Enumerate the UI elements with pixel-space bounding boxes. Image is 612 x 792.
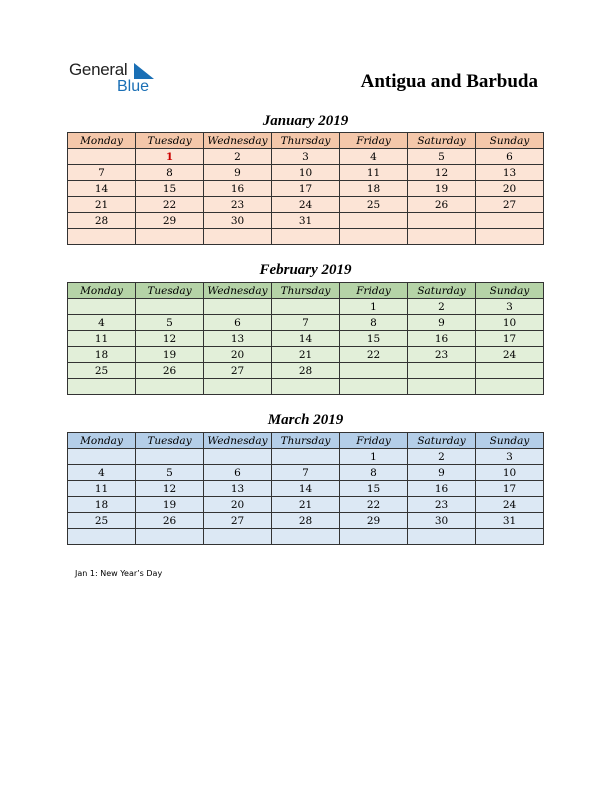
day-cell: 22 (340, 497, 408, 513)
logo-flag-icon (134, 63, 154, 79)
day-cell (476, 213, 544, 229)
day-cell: 6 (204, 465, 272, 481)
day-cell: 6 (476, 149, 544, 165)
day-cell (68, 299, 136, 315)
day-cell: 2 (408, 299, 476, 315)
day-cell (340, 379, 408, 395)
day-cell: 17 (476, 481, 544, 497)
day-cell: 7 (68, 165, 136, 181)
day-cell: 9 (204, 165, 272, 181)
week-row (68, 465, 544, 481)
day-cell (204, 379, 272, 395)
day-cell: 28 (272, 363, 340, 379)
day-cell (204, 229, 272, 245)
weekday-sunday: Sunday (476, 433, 544, 449)
day-cell: 18 (68, 347, 136, 363)
day-cell: 28 (272, 513, 340, 529)
calendar-march (67, 432, 544, 545)
day-cell: 13 (476, 165, 544, 181)
day-cell: 7 (272, 465, 340, 481)
month-title-february: February 2019 (259, 262, 352, 278)
day-cell: 23 (204, 197, 272, 213)
day-cell: 18 (68, 497, 136, 513)
day-cell (68, 229, 136, 245)
day-cell (340, 529, 408, 545)
day-cell: 3 (272, 149, 340, 165)
logo-text-general: General (69, 60, 128, 79)
day-cell: 24 (476, 347, 544, 363)
weekday-saturday: Saturday (408, 433, 476, 449)
weekday-sunday: Sunday (476, 133, 544, 149)
day-cell: 16 (408, 331, 476, 347)
day-cell: 4 (68, 465, 136, 481)
day-cell: 18 (340, 181, 408, 197)
day-cell (408, 229, 476, 245)
day-cell: 27 (476, 197, 544, 213)
day-cell: 5 (136, 315, 204, 331)
day-cell (340, 229, 408, 245)
week-row (68, 299, 544, 315)
day-cell: 31 (272, 213, 340, 229)
day-cell (68, 449, 136, 465)
week-row (68, 165, 544, 181)
day-cell: 21 (68, 197, 136, 213)
month-title-march: March 2019 (267, 412, 344, 428)
day-cell: 2 (204, 149, 272, 165)
week-row (68, 379, 544, 395)
day-cell (272, 229, 340, 245)
weekday-thursday: Thursday (272, 433, 340, 449)
day-cell (340, 213, 408, 229)
weekday-monday: Monday (68, 133, 136, 149)
week-row (68, 363, 544, 379)
day-cell: 14 (68, 181, 136, 197)
day-cell (68, 379, 136, 395)
week-row (68, 497, 544, 513)
day-cell (272, 379, 340, 395)
holiday-notes: Jan 1: New Year’s Day (75, 569, 163, 578)
weekday-saturday: Saturday (408, 283, 476, 299)
day-cell: 19 (136, 347, 204, 363)
day-cell: 15 (340, 481, 408, 497)
country-title: Antigua and Barbuda (360, 71, 538, 92)
day-cell: 11 (340, 165, 408, 181)
day-cell: 20 (476, 181, 544, 197)
week-row (68, 513, 544, 529)
day-cell (68, 529, 136, 545)
day-cell (136, 299, 204, 315)
weekday-header-row (68, 283, 544, 299)
weekday-wednesday: Wednesday (204, 283, 272, 299)
day-cell (204, 449, 272, 465)
weekday-thursday: Thursday (272, 283, 340, 299)
day-cell: 22 (340, 347, 408, 363)
day-cell: 26 (408, 197, 476, 213)
day-cell: 24 (272, 197, 340, 213)
day-cell: 14 (272, 481, 340, 497)
week-row (68, 347, 544, 363)
day-cell: 17 (272, 181, 340, 197)
day-cell (272, 529, 340, 545)
day-cell: 29 (340, 513, 408, 529)
month-title-january: January 2019 (262, 113, 349, 129)
day-cell: 10 (272, 165, 340, 181)
day-cell (340, 363, 408, 379)
day-cell: 16 (204, 181, 272, 197)
day-cell: 25 (68, 363, 136, 379)
day-cell: 4 (68, 315, 136, 331)
weekday-monday: Monday (68, 283, 136, 299)
day-cell: 7 (272, 315, 340, 331)
week-row (68, 197, 544, 213)
week-row (68, 213, 544, 229)
day-cell: 28 (68, 213, 136, 229)
day-cell: 10 (476, 465, 544, 481)
day-cell: 25 (340, 197, 408, 213)
day-cell: 21 (272, 497, 340, 513)
day-cell: 21 (272, 347, 340, 363)
day-cell (408, 363, 476, 379)
weekday-wednesday: Wednesday (204, 133, 272, 149)
day-cell: 9 (408, 315, 476, 331)
weekday-friday: Friday (340, 133, 408, 149)
day-cell (408, 213, 476, 229)
week-row (68, 331, 544, 347)
logo-text-blue: Blue (117, 78, 150, 95)
week-row (68, 149, 544, 165)
day-cell: 2 (408, 449, 476, 465)
day-cell (476, 379, 544, 395)
week-row (68, 529, 544, 545)
day-cell: 1 (340, 299, 408, 315)
day-cell: 4 (340, 149, 408, 165)
day-cell: 11 (68, 331, 136, 347)
weekday-header-row (68, 433, 544, 449)
day-cell: 11 (68, 481, 136, 497)
day-cell: 12 (136, 331, 204, 347)
day-cell: 1 (340, 449, 408, 465)
weekday-saturday: Saturday (408, 133, 476, 149)
day-cell: 8 (136, 165, 204, 181)
day-cell: 19 (408, 181, 476, 197)
day-cell: 25 (68, 513, 136, 529)
day-cell: 16 (408, 481, 476, 497)
day-cell: 3 (476, 299, 544, 315)
weekday-friday: Friday (340, 283, 408, 299)
day-cell: 6 (204, 315, 272, 331)
day-cell (204, 529, 272, 545)
day-cell (136, 529, 204, 545)
day-cell: 23 (408, 497, 476, 513)
day-cell: 12 (408, 165, 476, 181)
day-cell-holiday: 1 (136, 149, 204, 165)
day-cell: 23 (408, 347, 476, 363)
day-cell (272, 449, 340, 465)
week-row (68, 481, 544, 497)
day-cell (68, 149, 136, 165)
day-cell: 30 (204, 213, 272, 229)
day-cell: 26 (136, 513, 204, 529)
day-cell (136, 379, 204, 395)
day-cell: 20 (204, 347, 272, 363)
day-cell: 9 (408, 465, 476, 481)
day-cell: 15 (340, 331, 408, 347)
weekday-tuesday: Tuesday (136, 283, 204, 299)
weekday-sunday: Sunday (476, 283, 544, 299)
weekday-tuesday: Tuesday (136, 133, 204, 149)
day-cell: 22 (136, 197, 204, 213)
day-cell (136, 229, 204, 245)
day-cell (408, 379, 476, 395)
week-row (68, 315, 544, 331)
day-cell: 26 (136, 363, 204, 379)
calendar-january (67, 132, 544, 245)
weekday-wednesday: Wednesday (204, 433, 272, 449)
day-cell: 20 (204, 497, 272, 513)
day-cell: 27 (204, 513, 272, 529)
week-row (68, 229, 544, 245)
weekday-thursday: Thursday (272, 133, 340, 149)
day-cell: 5 (136, 465, 204, 481)
day-cell: 31 (476, 513, 544, 529)
week-row (68, 449, 544, 465)
weekday-header-row (68, 133, 544, 149)
day-cell: 27 (204, 363, 272, 379)
day-cell: 19 (136, 497, 204, 513)
day-cell: 12 (136, 481, 204, 497)
day-cell: 3 (476, 449, 544, 465)
weekday-friday: Friday (340, 433, 408, 449)
day-cell: 17 (476, 331, 544, 347)
day-cell: 10 (476, 315, 544, 331)
day-cell: 8 (340, 315, 408, 331)
day-cell: 13 (204, 331, 272, 347)
day-cell: 15 (136, 181, 204, 197)
day-cell: 14 (272, 331, 340, 347)
day-cell (476, 529, 544, 545)
weekday-monday: Monday (68, 433, 136, 449)
day-cell: 5 (408, 149, 476, 165)
day-cell (408, 529, 476, 545)
calendar-february (67, 282, 544, 395)
day-cell (476, 229, 544, 245)
day-cell: 29 (136, 213, 204, 229)
day-cell: 13 (204, 481, 272, 497)
generalblue-logo (69, 60, 169, 100)
day-cell (476, 363, 544, 379)
day-cell: 30 (408, 513, 476, 529)
weekday-tuesday: Tuesday (136, 433, 204, 449)
day-cell (272, 299, 340, 315)
day-cell (204, 299, 272, 315)
day-cell: 8 (340, 465, 408, 481)
day-cell: 24 (476, 497, 544, 513)
week-row (68, 181, 544, 197)
day-cell (136, 449, 204, 465)
